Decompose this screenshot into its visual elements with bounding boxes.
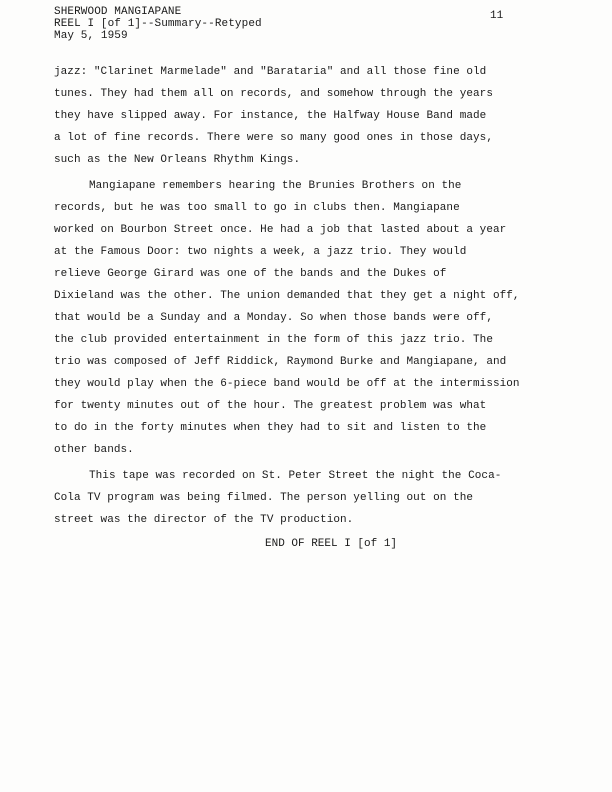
body-line: relieve George Girard was one of the bands and the Dukes of [54,268,447,280]
body-line: street was the director of the TV production. [54,514,354,526]
document-header [54,6,262,42]
body-line: they would play when the 6-piece band would be off at the intermission [54,378,520,390]
body-line: This tape was recorded on St. Peter Street the night the Coca- [89,470,502,482]
header-interviewee: SHERWOOD MANGIAPANE [54,6,182,18]
body-line: a lot of fine records. There were so many good ones in those days, [54,132,493,144]
page-number: 11 [490,10,504,22]
body-line: at the Famous Door: two nights a week, a jazz trio. They would [54,246,467,258]
header-date: May 5, 1959 [54,30,128,42]
body-line: Mangiapane remembers hearing the Brunies Brothers on the [89,180,462,192]
body-line: records, but he was too small to go in clubs then. Mangiapane [54,202,460,214]
body-line: that would be a Sunday and a Monday. So when those bands were off, [54,312,493,324]
body-line: Dixieland was the other. The union demanded that they get a night off, [54,290,520,302]
body-line: the club provided entertainment in the form of this jazz trio. The [54,334,493,346]
body-line: Cola TV program was being filmed. The person yelling out on the [54,492,474,504]
body-line: tunes. They had them all on records, and somehow through the years [54,88,493,100]
end-of-reel-note: END OF REEL I [of 1] [265,538,398,550]
body-line: other bands. [54,444,134,456]
body-line: worked on Bourbon Street once. He had a job that lasted about a year [54,224,507,236]
body-line: jazz: "Clarinet Marmelade" and "Barataria" and all those fine old [54,66,487,78]
body-line: for twenty minutes out of the hour. The greatest problem was what [54,400,487,412]
body-line: trio was composed of Jeff Riddick, Raymond Burke and Mangiapane, and [54,356,507,368]
body-line: they have slipped away. For instance, the Halfway House Band made [54,110,487,122]
body-line: to do in the forty minutes when they had to sit and listen to the [54,422,487,434]
header-reel-info: REEL I [of 1]--Summary--Retyped [54,18,262,30]
body-line: such as the New Orleans Rhythm Kings. [54,154,301,166]
